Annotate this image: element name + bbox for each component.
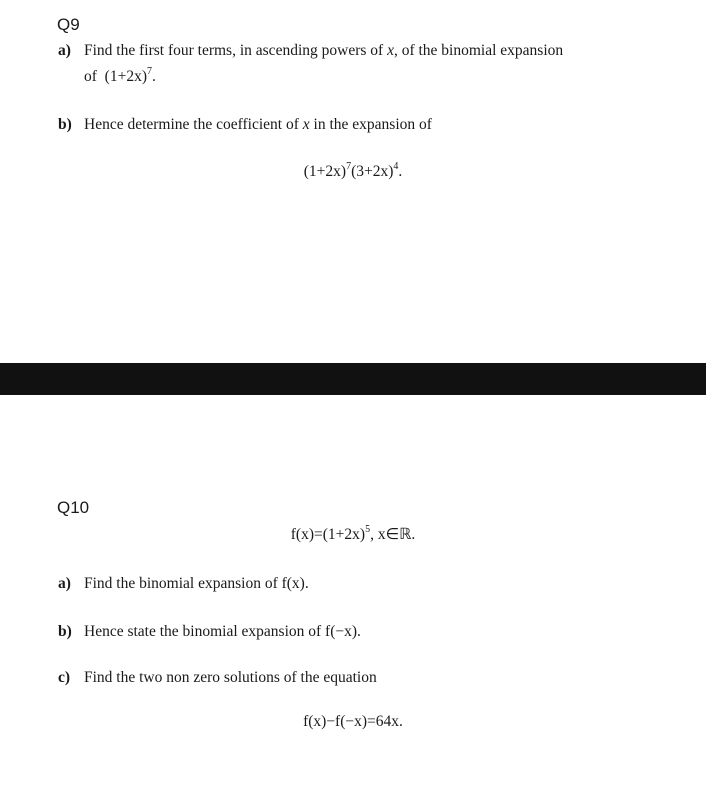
q10-part-b-text: Hence state the binomial expansion of [84,623,322,640]
q10-part-b-line [58,623,361,641]
q10-def-exponent: 5 [365,524,371,535]
q9-part-a-of: of [84,68,97,85]
q10-part-a-line [58,575,309,593]
q9-part-b-var: x [302,116,310,133]
q10-part-c-text: Find the two non zero solutions of the equation [84,669,377,686]
q9-expr-exp2: 4 [393,161,399,172]
q10-part-b-expr: f(−x). [325,623,361,640]
q10-part-a-expr: f(x). [281,575,309,592]
q9-expr-exp1: 7 [346,161,352,172]
q10-part-a-text: Find the binomial expansion of [84,575,278,592]
q9-part-a-exponent: 7 [147,66,152,77]
question-10-label: Q10 [57,498,90,517]
q9-part-a-var: x [387,42,394,59]
q9-expr-factor2: (3+2x) [351,163,394,180]
q9-part-b-text: Hence determine the coefficient of [84,116,299,133]
q9-part-a-text: Find the first four terms, in ascending powers of [84,42,384,59]
q9-part-b-text-end: in the expansion of [313,116,432,133]
q9-part-b-tag: b) [58,116,72,133]
q9-expr-period: . [398,163,403,180]
q10-def-domain: , x∈ℝ. [370,526,416,543]
q9-part-a-expression: (1+2x) [104,68,147,85]
q10-definition [0,525,706,544]
q9-expr-factor1: (1+2x) [303,163,347,180]
q10-part-c-line [58,669,377,687]
q10-equation: f(x)−f(−x)=64x. [303,713,403,730]
q10-part-c-equation [0,713,706,731]
q9-part-b-line [58,116,432,134]
q10-part-a-tag: a) [58,575,71,592]
q10-part-b-tag: b) [58,623,72,640]
separator-bar [0,363,706,395]
q10-def-lhs: f(x)=(1+2x) [290,526,366,543]
question-9-label: Q9 [57,15,80,34]
q9-part-a-tag: a) [58,42,71,59]
q9-part-a-line1 [58,42,563,60]
q9-part-a-period: . [152,68,156,85]
q9-part-a-text-end: , of the binomial expansion [393,42,564,59]
q9-part-a-line2 [84,68,156,86]
q9-part-b-expression [0,163,706,181]
q10-part-c-tag: c) [58,669,71,686]
